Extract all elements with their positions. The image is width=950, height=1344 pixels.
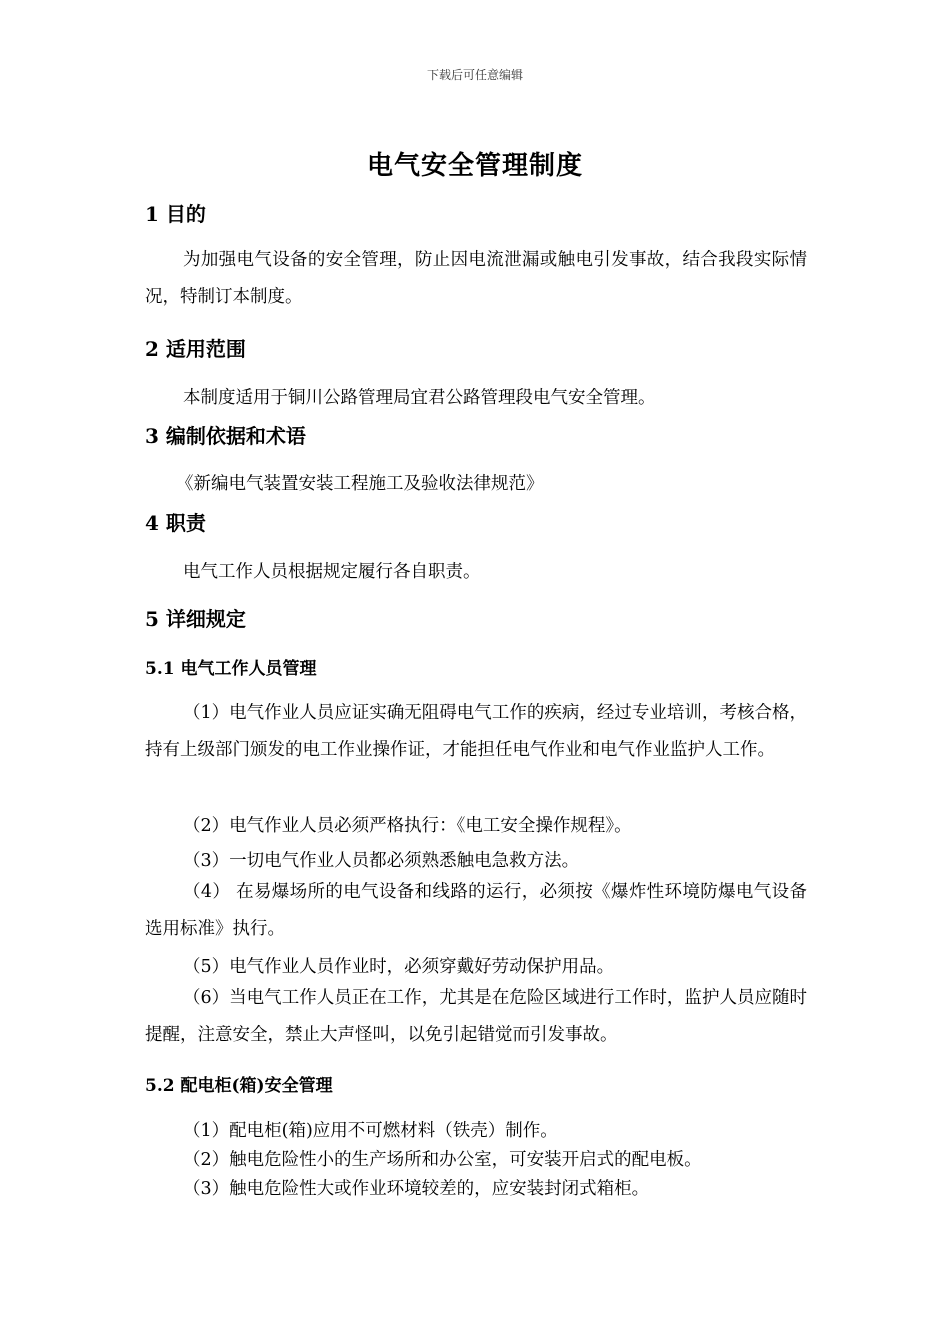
- document-title: 电气安全管理制度: [366, 151, 583, 181]
- list-item: （1）配电柜(箱)应用不可燃材料（铁壳）制作。: [183, 1121, 558, 1141]
- subsection-5-1-heading: 5.1 电气工作人员管理: [145, 659, 317, 679]
- list-item: （3）一切电气作业人员都必须熟悉触电急救方法。: [183, 851, 580, 871]
- page-header-note: 下载后可任意编辑: [426, 68, 523, 82]
- section-2-body: 本制度适用于铜川公路管理局宜君公路管理段电气安全管理。: [183, 388, 656, 408]
- section-5-heading: 5 详细规定: [145, 607, 246, 631]
- list-item: （2）电气作业人员必须严格执行：《电工安全操作规程》。: [183, 816, 632, 836]
- list-item: （1）电气作业人员应证实确无阻碍电气工作的疾病，经过专业培训，考核合格，持有上级部门颁发的电工作业操作证，才能担任电气作业和电气作业监护人工作。: [145, 703, 807, 760]
- section-4-body: 电气工作人员根据规定履行各自职责。: [183, 562, 481, 582]
- list-item: （6）当电气工作人员正在工作，尤其是在危险区域进行工作时，监护人员应随时提醒，注意安全，禁止大声怪叫，以免引起错觉而引发事故。: [145, 988, 807, 1045]
- section-3-heading: 3 编制依据和术语: [145, 424, 306, 448]
- list-item: （4） 在易爆场所的电气设备和线路的运行，必须按《爆炸性环境防爆电气设备选用标准》执行。: [145, 882, 807, 939]
- subsection-5-2-heading: 5.2 配电柜(箱)安全管理: [145, 1076, 333, 1096]
- list-item: （2）触电危险性小的生产场所和办公室，可安装开启式的配电板。: [183, 1150, 702, 1170]
- list-item: （5）电气作业人员作业时，必须穿戴好劳动保护用品。: [183, 957, 615, 977]
- section-1-heading: 1 目的: [145, 202, 206, 226]
- list-item: （3）触电危险性大或作业环境较差的，应安装封闭式箱柜。: [183, 1179, 650, 1199]
- section-2-heading: 2 适用范围: [145, 337, 246, 361]
- section-3-body: 《新编电气装置安装工程施工及验收法律规范》: [176, 474, 544, 494]
- section-1-body: 为加强电气设备的安全管理，防止因电流泄漏或触电引发事故，结合我段实际情况，特制订本制度。: [145, 250, 807, 307]
- section-4-heading: 4 职责: [145, 511, 206, 535]
